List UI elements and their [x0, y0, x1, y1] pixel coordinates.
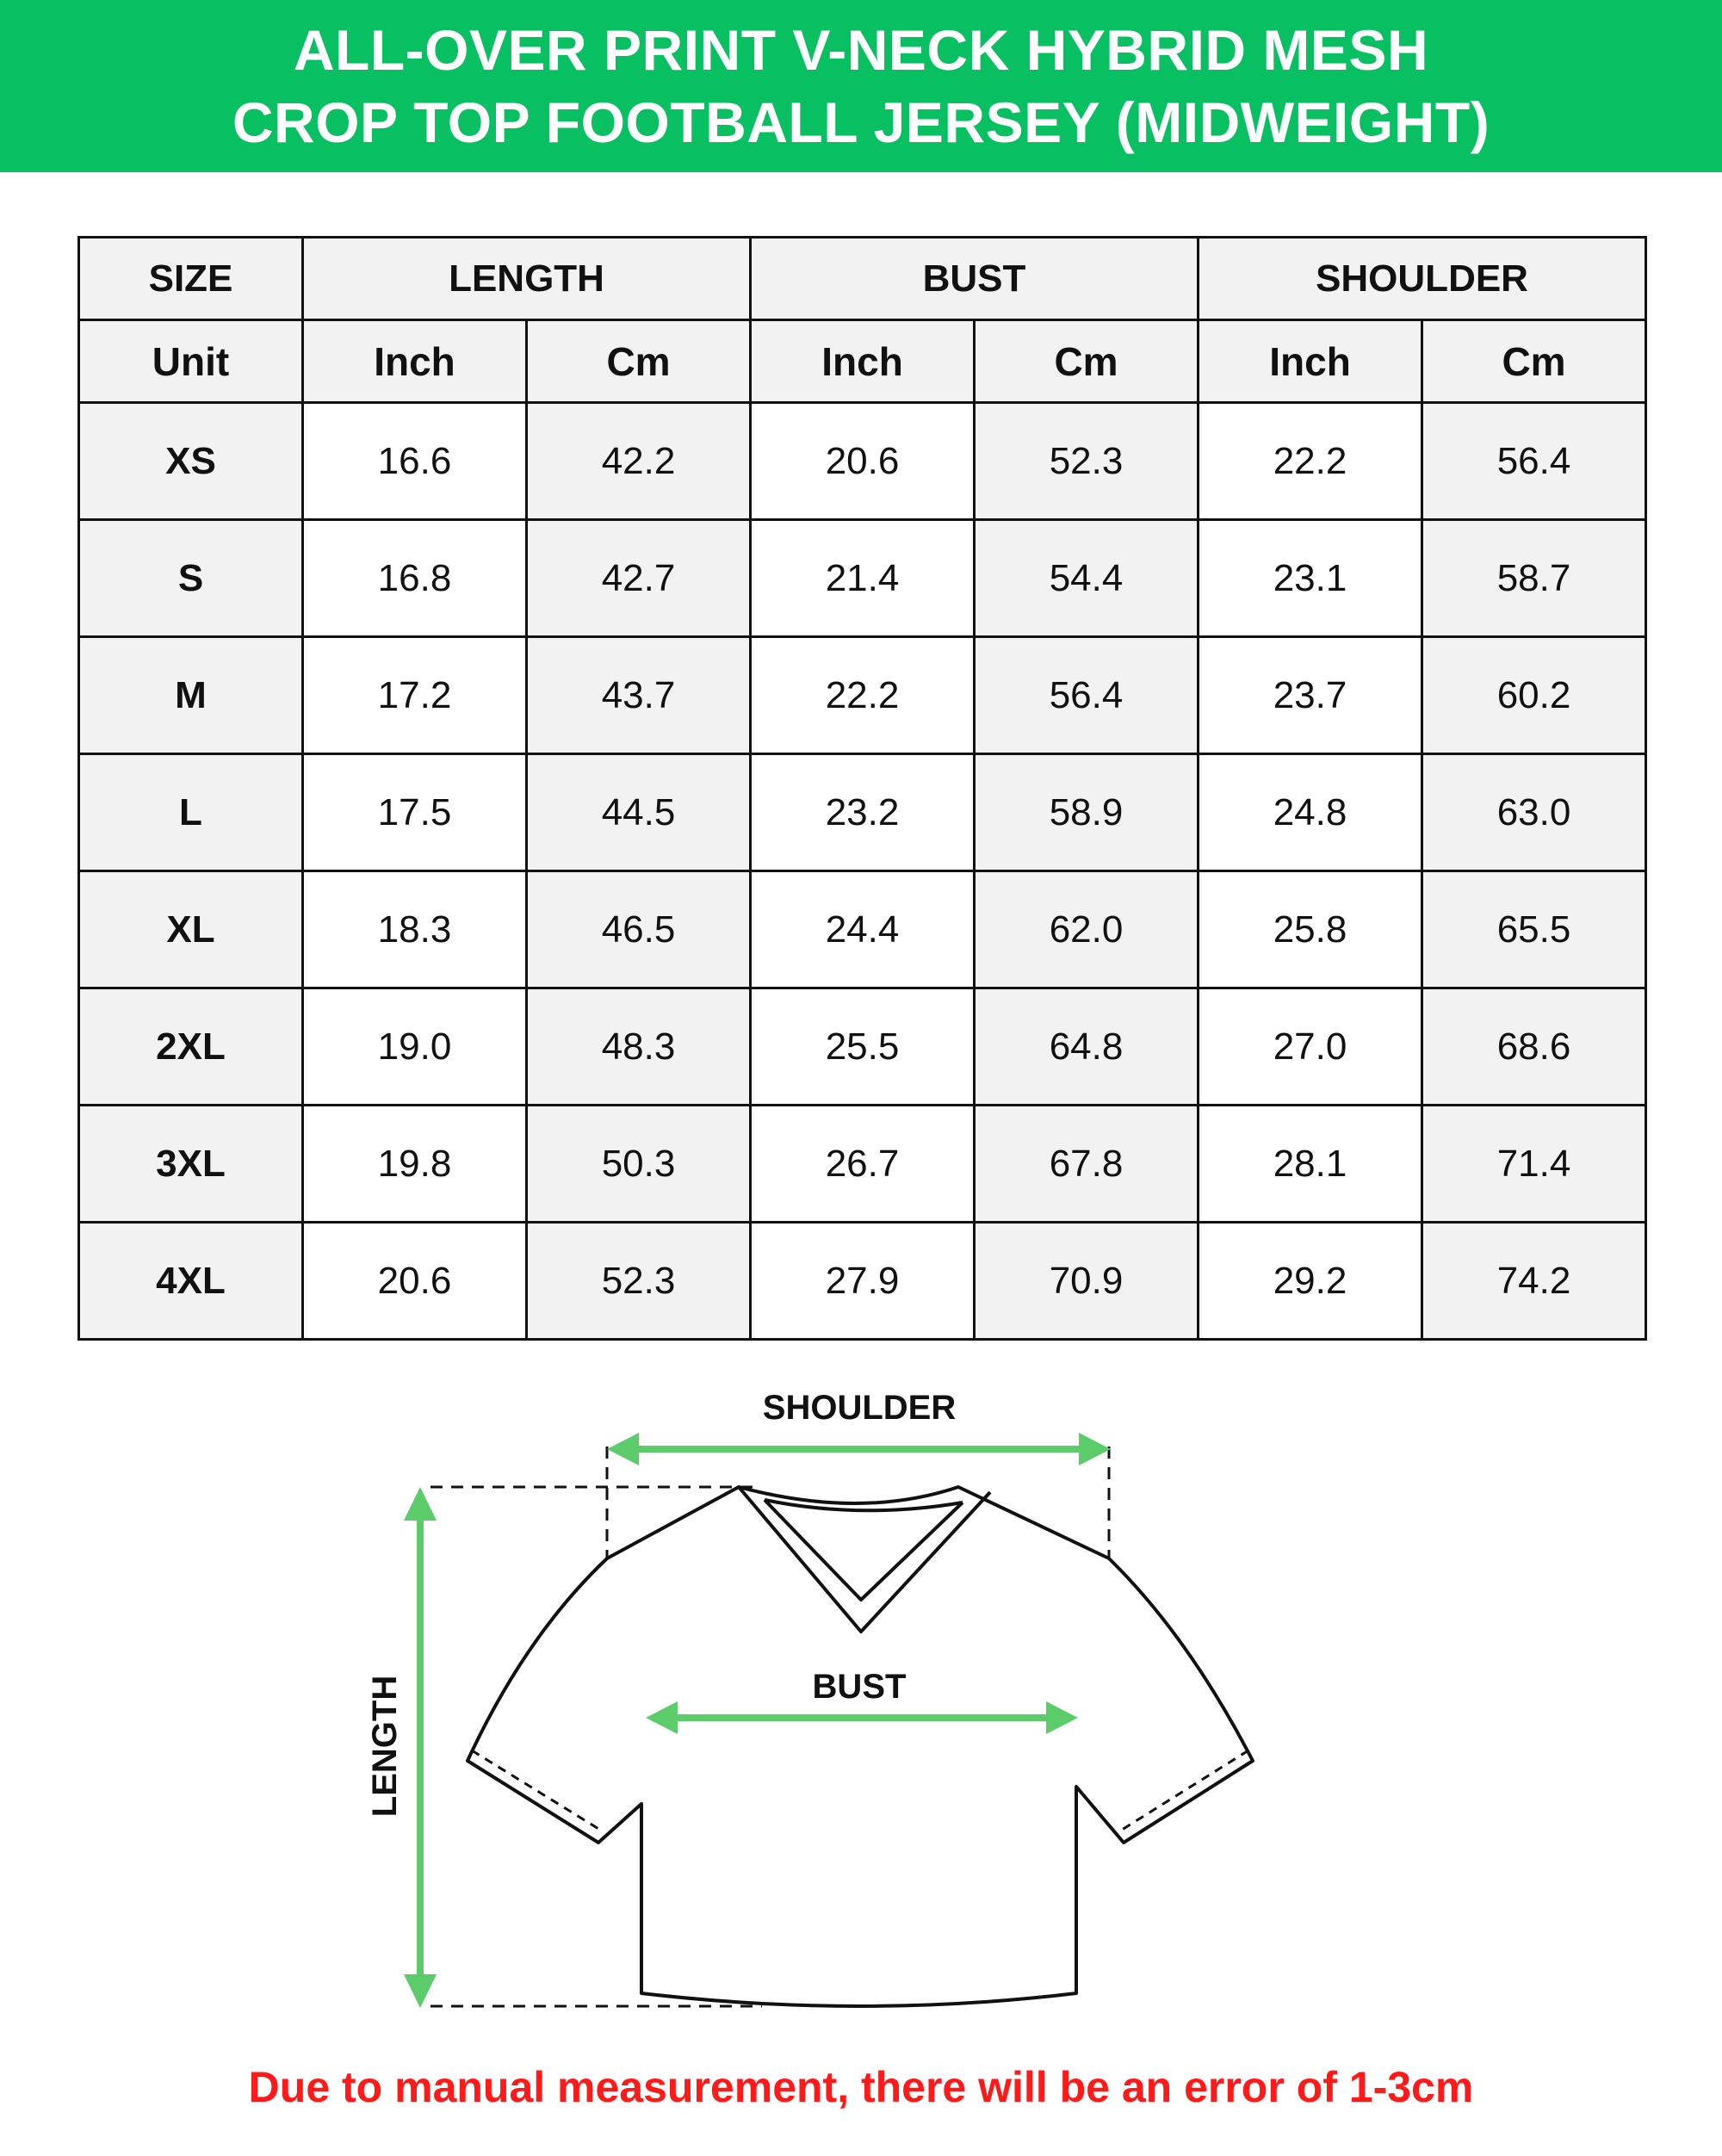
collar-inner — [765, 1500, 963, 1600]
bust-arrow — [646, 1701, 1078, 1734]
value-cell: 20.6 — [303, 1223, 527, 1340]
value-cell: 64.8 — [975, 988, 1199, 1106]
value-cell: 43.7 — [527, 637, 751, 754]
value-cell: 17.5 — [303, 754, 527, 871]
size-cell: XS — [79, 403, 303, 520]
size-cell: 2XL — [79, 988, 303, 1106]
value-cell: 71.4 — [1422, 1106, 1646, 1223]
unit-shoulder-inch: Inch — [1199, 320, 1422, 403]
value-cell: 63.0 — [1422, 754, 1646, 871]
measurement-arrows — [404, 1433, 1111, 2008]
size-cell: 4XL — [79, 1223, 303, 1340]
collar-outer — [739, 1487, 990, 1632]
value-cell: 48.3 — [527, 988, 751, 1106]
value-cell: 25.5 — [751, 988, 975, 1106]
value-cell: 17.2 — [303, 637, 527, 754]
value-cell: 68.6 — [1422, 988, 1646, 1106]
shoulder-label: SHOULDER — [762, 1389, 957, 1427]
value-cell: 60.2 — [1422, 637, 1646, 754]
value-cell: 42.2 — [527, 403, 751, 520]
size-cell: 3XL — [79, 1106, 303, 1223]
value-cell: 16.8 — [303, 520, 527, 637]
value-cell: 58.7 — [1422, 520, 1646, 637]
value-cell: 18.3 — [303, 871, 527, 988]
value-cell: 19.8 — [303, 1106, 527, 1223]
value-cell: 19.0 — [303, 988, 527, 1106]
header-length: LENGTH — [303, 238, 751, 320]
value-cell: 23.7 — [1199, 637, 1422, 754]
value-cell: 27.0 — [1199, 988, 1422, 1106]
value-cell: 23.2 — [751, 754, 975, 871]
right-sleeve-hem — [1119, 1750, 1248, 1831]
value-cell: 42.7 — [527, 520, 751, 637]
unit-shoulder-cm: Cm — [1422, 320, 1646, 403]
unit-label: Unit — [79, 320, 303, 403]
title-line-1: ALL-OVER PRINT V-NECK HYBRID MESH — [293, 18, 1429, 82]
value-cell: 16.6 — [303, 403, 527, 520]
value-cell: 28.1 — [1199, 1106, 1422, 1223]
sleeve-hems — [472, 1750, 1248, 1831]
collar-back — [765, 1500, 963, 1510]
shoulder-arrow — [607, 1433, 1111, 1465]
value-cell: 21.4 — [751, 520, 975, 637]
value-cell: 22.2 — [1199, 403, 1422, 520]
unit-bust-cm: Cm — [975, 320, 1199, 403]
size-cell: XL — [79, 871, 303, 988]
unit-length-cm: Cm — [527, 320, 751, 403]
size-cell: M — [79, 637, 303, 754]
value-cell: 24.8 — [1199, 754, 1422, 871]
header-shoulder: SHOULDER — [1199, 238, 1646, 320]
value-cell: 67.8 — [975, 1106, 1199, 1223]
value-cell: 58.9 — [975, 754, 1199, 871]
value-cell: 56.4 — [1422, 403, 1646, 520]
value-cell: 52.3 — [975, 403, 1199, 520]
jersey-body — [468, 1487, 1253, 2006]
value-cell: 44.5 — [527, 754, 751, 871]
left-sleeve-hem — [472, 1750, 603, 1831]
size-cell: L — [79, 754, 303, 871]
measurement-notice: Due to manual measurement, there will be an error of 1-3cm — [248, 2063, 1474, 2111]
unit-bust-inch: Inch — [751, 320, 975, 403]
value-cell: 23.1 — [1199, 520, 1422, 637]
value-cell: 50.3 — [527, 1106, 751, 1223]
value-cell: 46.5 — [527, 871, 751, 988]
value-cell: 70.9 — [975, 1223, 1199, 1340]
length-arrow — [404, 1487, 437, 2008]
value-cell: 29.2 — [1199, 1223, 1422, 1340]
unit-length-inch: Inch — [303, 320, 527, 403]
value-cell: 27.9 — [751, 1223, 975, 1340]
title-line-2: CROP TOP FOOTBALL JERSEY (MIDWEIGHT) — [232, 90, 1490, 154]
header-bust: BUST — [751, 238, 1199, 320]
value-cell: 25.8 — [1199, 871, 1422, 988]
value-cell: 24.4 — [751, 871, 975, 988]
header-size: SIZE — [79, 238, 303, 320]
value-cell: 54.4 — [975, 520, 1199, 637]
guide-lines — [430, 1447, 1109, 2006]
value-cell: 62.0 — [975, 871, 1199, 988]
value-cell: 26.7 — [751, 1106, 975, 1223]
value-cell: 65.5 — [1422, 871, 1646, 988]
size-cell: S — [79, 520, 303, 637]
length-label: LENGTH — [366, 1675, 404, 1818]
value-cell: 22.2 — [751, 637, 975, 754]
jersey-outline — [468, 1487, 1253, 2006]
value-cell: 20.6 — [751, 403, 975, 520]
value-cell: 56.4 — [975, 637, 1199, 754]
value-cell: 74.2 — [1422, 1223, 1646, 1340]
value-cell: 52.3 — [527, 1223, 751, 1340]
bust-label: BUST — [812, 1668, 907, 1706]
